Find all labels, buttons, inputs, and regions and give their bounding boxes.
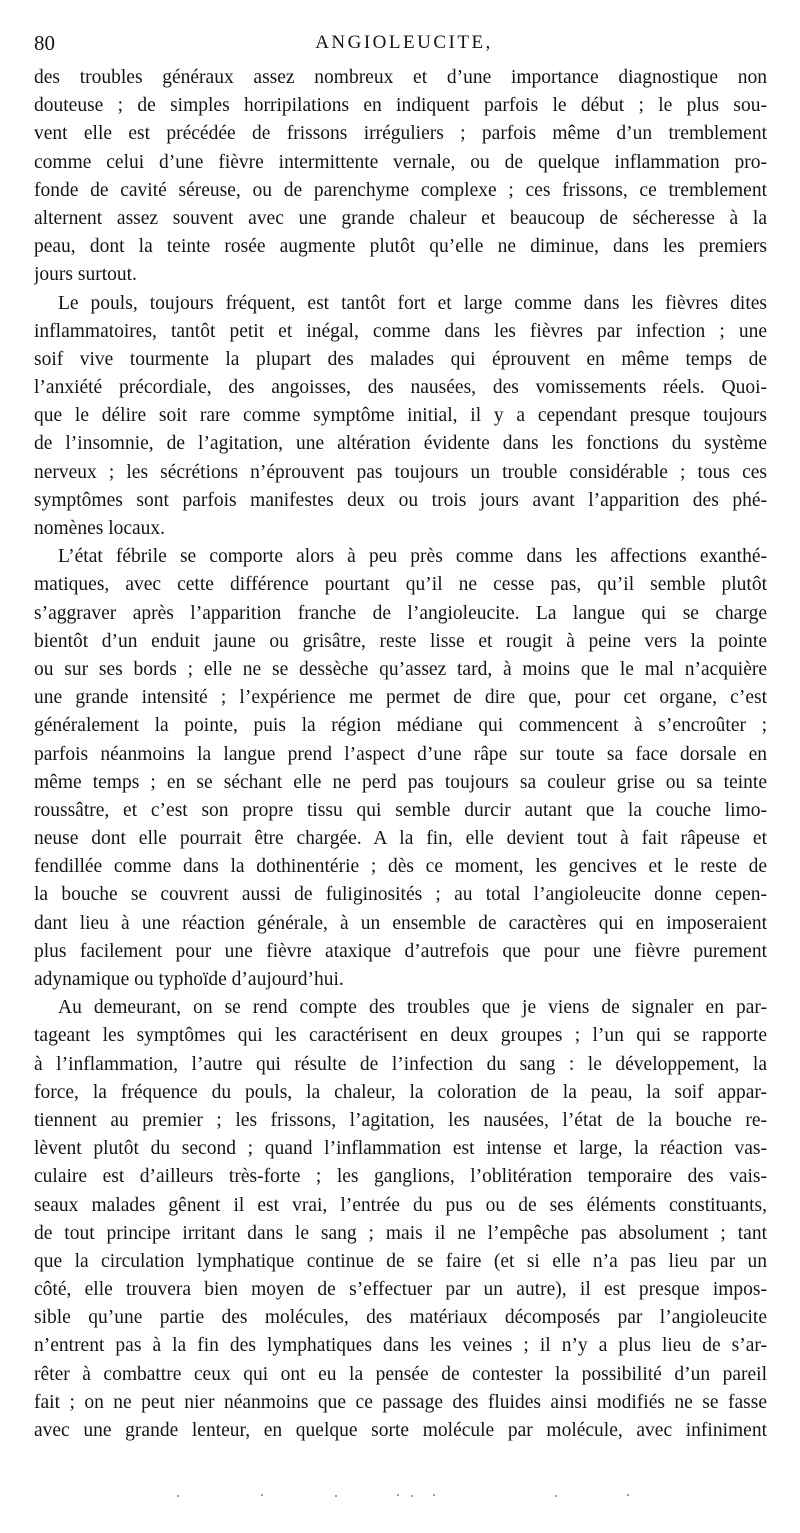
paragraph-first-line: Le pouls, toujours fréquent, est tantôt fort et large comme dans les fièvres dites bbox=[58, 292, 767, 314]
text-line: culaire est d’ailleurs très-forte ; les ganglions, l’oblitération temporaire des vais- bbox=[34, 1166, 767, 1188]
text-line: dant lieu à une réaction générale, à un ensemble de caractères qui en imposeraient bbox=[34, 912, 767, 934]
text-line: rêter à combattre ceux qui ont eu la pensée de contester la possibilité d’un pareil bbox=[34, 1363, 767, 1385]
body-text bbox=[34, 64, 767, 1445]
text-line: fendillée comme dans la dothinentérie ; dès ce moment, les gencives et le reste de bbox=[34, 856, 767, 878]
text-line: inflammatoires, tantôt petit et inégal, comme dans les fièvres par infection ; une bbox=[34, 320, 767, 342]
text-line: lèvent plutôt du second ; quand l’inflammation est intense et large, la réaction vas- bbox=[34, 1138, 767, 1160]
text-line: alternent assez souvent avec une grande chaleur et beaucoup de sécheresse à la bbox=[34, 207, 767, 229]
text-line: que le délire soit rare comme symptôme initial, il y a cependant presque toujours bbox=[34, 405, 767, 427]
text-line: avec une grande lenteur, en quelque sorte molécule par molécule, avec infiniment bbox=[34, 1420, 767, 1441]
text-line: fonde de cavité séreuse, ou de parenchyme complexe ; ces frissons, ce tremblement bbox=[34, 179, 767, 201]
text-line: de tout principe irritant dans le sang ; mais il ne l’empêche pas absolument ; tant bbox=[34, 1222, 767, 1244]
text-line: la bouche se couvrent aussi de fuliginosités ; au total l’angioleucite donne cepen- bbox=[34, 884, 767, 906]
text-line: nerveux ; les sécrétions n’éprouvent pas toujours un trouble considérable ; tous ces bbox=[34, 461, 767, 483]
text-line: que la circulation lymphatique continue de se faire (et si elle n’a pas lieu par un bbox=[34, 1250, 767, 1272]
text-line: vent elle est précédée de frissons irréguliers ; parfois même d’un tremblement bbox=[34, 123, 767, 145]
text-line: l’anxiété précordiale, des angoisses, des nausées, des vomissements réels. Quoi- bbox=[34, 377, 767, 399]
text-line: tageant les symptômes qui les caractérisent en deux groupes ; l’un qui se rapporte bbox=[34, 1025, 767, 1047]
text-line: bientôt d’un enduit jaune ou grisâtre, reste lisse et rougit à peine vers la pointe bbox=[34, 630, 767, 652]
text-line: sible qu’une partie des molécules, des matériaux décomposés par l’angioleucite bbox=[34, 1307, 767, 1329]
text-line: de l’insomnie, de l’agitation, une altération évidente dans les fonctions du système bbox=[34, 433, 767, 455]
paragraph-first-line: L’état fébrile se comporte alors à peu près comme dans les affections exanthé- bbox=[58, 546, 767, 568]
text-line: parfois néanmoins la langue prend l’aspect d’une râpe sur toute sa face dorsale en bbox=[34, 743, 767, 765]
text-line: roussâtre, et c’est son propre tissu qui semble durcir autant que la couche limo- bbox=[34, 799, 767, 821]
text-line: à l’inflammation, l’autre qui résulte de l’infection du sang : le développement, la bbox=[34, 1053, 767, 1075]
text-line: généralement la pointe, puis la région médiane qui commencent à s’encroûter ; bbox=[34, 715, 767, 737]
text-line: une grande intensité ; l’expérience me permet de dire que, pour cet organe, c’est bbox=[34, 687, 767, 709]
text-line: force, la fréquence du pouls, la chaleur, la coloration de la peau, la soif appar- bbox=[34, 1081, 767, 1103]
text-line: peau, dont la teinte rosée augmente plutôt qu’elle ne diminue, dans les premiers bbox=[34, 236, 767, 258]
text-line: soif vive tourmente la plupart des malades qui éprouvent en même temps de bbox=[34, 348, 767, 370]
paragraph-first-line: Au demeurant, on se rend compte des troubles que je viens de signaler en par- bbox=[58, 997, 767, 1019]
running-title: ANGIOLEUCITE, bbox=[315, 32, 493, 53]
text-line: fait ; on ne peut nier néanmoins que ce passage des fluides ainsi modifiés ne se fasse bbox=[34, 1391, 767, 1413]
text-line: comme celui d’une fièvre intermittente vernale, ou de quelque inflammation pro- bbox=[34, 151, 767, 173]
text-line: plus facilement pour une fièvre ataxique d’autrefois que pour une fièvre purement bbox=[34, 940, 767, 962]
text-line: douteuse ; de simples horripilations en indiquent parfois le début ; le plus sou- bbox=[34, 95, 767, 117]
text-line: ou sur ses bords ; elle ne se dessèche qu’assez tard, à moins que le mal n’acquière bbox=[34, 658, 767, 680]
text-line: des troubles généraux assez nombreux et d’une importance diagnostique non bbox=[34, 67, 767, 88]
text-line: nomènes locaux. bbox=[34, 518, 166, 539]
page-number: 80 bbox=[34, 31, 55, 55]
text-line: tiennent au premier ; les frissons, l’agitation, les nausées, l’état de la bouche re- bbox=[34, 1109, 767, 1131]
text-line: côté, elle trouvera bien moyen de s’effectuer par un autre), il est presque impos- bbox=[34, 1279, 767, 1301]
text-line: même temps ; en se séchant elle ne perd pas toujours sa couleur grise ou sa teinte bbox=[34, 771, 767, 793]
text-line: adynamique ou typhoïde d’aujourd’hui. bbox=[34, 969, 344, 990]
page-header bbox=[34, 30, 774, 58]
text-line: n’entrent pas à la fin des lymphatiques dans les veines ; il n’y a plus lieu de s’ar- bbox=[34, 1335, 767, 1357]
text-line: s’aggraver après l’apparition franche de l’angioleucite. La langue qui se charge bbox=[34, 602, 767, 624]
text-line: jours surtout. bbox=[34, 264, 137, 286]
scan-specks bbox=[0, 1490, 800, 1502]
text-line: seaux malades gênent il est vrai, l’entrée du pus ou de ses éléments constituants, bbox=[34, 1194, 767, 1216]
text-line: neuse dont elle pourrait être chargée. A la fin, elle devient tout à fait râpeuse et bbox=[34, 828, 767, 850]
text-line: symptômes sont parfois manifestes deux ou trois jours avant l’apparition des phé- bbox=[34, 489, 767, 511]
text-line: matiques, avec cette différence pourtant qu’il ne cesse pas, qu’il semble plutôt bbox=[34, 574, 767, 596]
